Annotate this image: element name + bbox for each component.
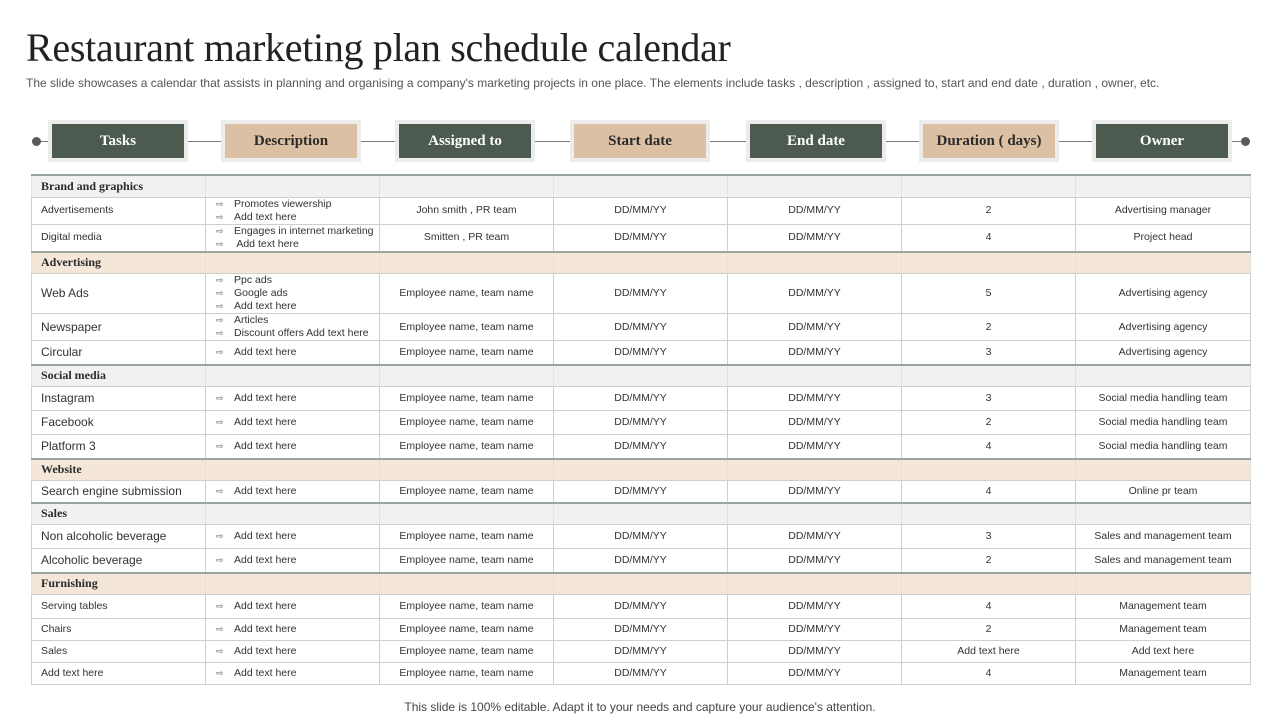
header-tasks: Tasks <box>52 124 184 158</box>
description-cell <box>206 314 380 341</box>
duration-cell: Add text here <box>902 641 1076 663</box>
end-date-cell: DD/MM/YY <box>728 619 902 641</box>
task-cell: Facebook <box>32 411 206 435</box>
end-date-cell: DD/MM/YY <box>728 341 902 365</box>
arrow-right-icon: ⇨ <box>216 485 224 496</box>
section-label: Sales <box>32 503 206 525</box>
task-cell: Chairs <box>32 619 206 641</box>
task-cell: Digital media <box>32 224 206 252</box>
section-row <box>32 365 1251 387</box>
description-cell <box>206 387 380 411</box>
section-row <box>32 175 1251 197</box>
assigned-cell: Employee name, team name <box>380 314 554 341</box>
assigned-cell: Smitten , PR team <box>380 224 554 252</box>
header-owner: Owner <box>1096 124 1228 158</box>
section-empty-cell <box>554 175 728 197</box>
description-bullet <box>216 225 375 238</box>
start-date-cell: DD/MM/YY <box>554 341 728 365</box>
task-cell: Newspaper <box>32 314 206 341</box>
description-text: Add text here <box>234 416 297 428</box>
section-empty-cell <box>206 459 380 481</box>
description-cell <box>206 411 380 435</box>
description-cell <box>206 525 380 549</box>
section-label: Brand and graphics <box>32 175 206 197</box>
end-date-cell: DD/MM/YY <box>728 641 902 663</box>
header-description: Description <box>225 124 357 158</box>
section-empty-cell <box>728 365 902 387</box>
description-text: Add text here <box>234 645 297 657</box>
table-row <box>32 619 1251 641</box>
owner-cell: Sales and management team <box>1076 549 1251 573</box>
arrow-right-icon: ⇨ <box>216 668 224 678</box>
section-empty-cell <box>902 503 1076 525</box>
assigned-cell: Employee name, team name <box>380 641 554 663</box>
table-row <box>32 641 1251 663</box>
table-row <box>32 387 1251 411</box>
section-empty-cell <box>380 459 554 481</box>
owner-cell: Social media handling team <box>1076 411 1251 435</box>
table-row <box>32 314 1251 341</box>
description-bullet <box>216 416 375 429</box>
arrow-right-icon: ⇨ <box>216 624 224 634</box>
description-bullet <box>216 530 375 543</box>
arrow-right-icon: ⇨ <box>216 440 224 451</box>
description-text: Add text here <box>234 667 297 679</box>
task-cell: Add text here <box>32 663 206 685</box>
section-row <box>32 252 1251 274</box>
assigned-cell: Employee name, team name <box>380 549 554 573</box>
end-date-cell: DD/MM/YY <box>728 595 902 619</box>
end-date-cell: DD/MM/YY <box>728 197 902 224</box>
arrow-right-icon: ⇨ <box>216 301 224 311</box>
task-cell: Platform 3 <box>32 435 206 459</box>
description-bullet <box>216 274 375 287</box>
assigned-cell: Employee name, team name <box>380 435 554 459</box>
end-date-cell: DD/MM/YY <box>728 525 902 549</box>
start-date-cell: DD/MM/YY <box>554 595 728 619</box>
start-date-cell: DD/MM/YY <box>554 435 728 459</box>
end-date-cell: DD/MM/YY <box>728 387 902 411</box>
section-empty-cell <box>728 175 902 197</box>
section-empty-cell <box>902 365 1076 387</box>
section-empty-cell <box>554 365 728 387</box>
section-label: Advertising <box>32 252 206 274</box>
description-bullet <box>216 554 375 567</box>
description-bullet <box>216 623 375 636</box>
task-cell: Instagram <box>32 387 206 411</box>
header-left-dot <box>32 137 41 146</box>
description-text: Add text here <box>234 345 297 358</box>
description-text: Google ads <box>234 287 288 299</box>
description-text: Add text here <box>234 553 297 566</box>
description-cell <box>206 435 380 459</box>
arrow-right-icon: ⇨ <box>216 238 224 249</box>
duration-cell: 3 <box>902 525 1076 549</box>
description-text: Add text here <box>234 530 297 542</box>
duration-cell: 2 <box>902 549 1076 573</box>
arrow-right-icon: ⇨ <box>216 198 224 209</box>
assigned-cell: John smith , PR team <box>380 197 554 224</box>
section-label: Furnishing <box>32 573 206 595</box>
table-row <box>32 274 1251 314</box>
section-empty-cell <box>554 252 728 274</box>
end-date-cell: DD/MM/YY <box>728 224 902 252</box>
section-empty-cell <box>380 503 554 525</box>
description-text: Ppc ads <box>234 274 272 286</box>
section-empty-cell <box>380 252 554 274</box>
table-row <box>32 549 1251 573</box>
task-cell: Non alcoholic beverage <box>32 525 206 549</box>
description-text: Engages in internet marketing <box>234 224 374 237</box>
duration-cell: 5 <box>902 274 1076 314</box>
description-cell <box>206 549 380 573</box>
table-row <box>32 224 1251 252</box>
owner-cell: Project head <box>1076 224 1251 252</box>
arrow-right-icon: ⇨ <box>216 328 224 338</box>
start-date-cell: DD/MM/YY <box>554 314 728 341</box>
start-date-cell: DD/MM/YY <box>554 641 728 663</box>
owner-cell: Social media handling team <box>1076 435 1251 459</box>
section-empty-cell <box>206 252 380 274</box>
arrow-right-icon: ⇨ <box>216 601 224 611</box>
owner-cell: Add text here <box>1076 641 1251 663</box>
column-header-band <box>30 120 1252 164</box>
arrow-right-icon: ⇨ <box>216 315 224 325</box>
section-empty-cell <box>902 573 1076 595</box>
section-empty-cell <box>380 573 554 595</box>
assigned-cell: Employee name, team name <box>380 341 554 365</box>
table-row <box>32 595 1251 619</box>
arrow-right-icon: ⇨ <box>216 554 224 565</box>
arrow-right-icon: ⇨ <box>216 288 224 298</box>
description-cell <box>206 274 380 314</box>
end-date-cell: DD/MM/YY <box>728 274 902 314</box>
description-bullet <box>216 440 375 453</box>
footer-note: This slide is 100% editable. Adapt it to your needs and capture your audience's attention. <box>404 700 876 714</box>
start-date-cell: DD/MM/YY <box>554 663 728 685</box>
description-text: Articles <box>234 314 269 326</box>
owner-cell: Advertising manager <box>1076 197 1251 224</box>
duration-cell: 3 <box>902 387 1076 411</box>
task-cell: Advertisements <box>32 197 206 224</box>
start-date-cell: DD/MM/YY <box>554 619 728 641</box>
description-text: Add text here <box>234 600 297 612</box>
description-cell <box>206 341 380 365</box>
section-empty-cell <box>1076 175 1251 197</box>
table-row <box>32 341 1251 365</box>
assigned-cell: Employee name, team name <box>380 663 554 685</box>
owner-cell: Management team <box>1076 595 1251 619</box>
duration-cell: 2 <box>902 411 1076 435</box>
description-text: Add text here <box>234 623 297 635</box>
section-empty-cell <box>1076 365 1251 387</box>
description-cell <box>206 595 380 619</box>
start-date-cell: DD/MM/YY <box>554 224 728 252</box>
task-cell: Circular <box>32 341 206 365</box>
end-date-cell: DD/MM/YY <box>728 411 902 435</box>
assigned-cell: Employee name, team name <box>380 274 554 314</box>
start-date-cell: DD/MM/YY <box>554 274 728 314</box>
arrow-right-icon: ⇨ <box>216 393 224 403</box>
assigned-cell: Employee name, team name <box>380 387 554 411</box>
description-cell <box>206 197 380 224</box>
section-empty-cell <box>554 573 728 595</box>
description-cell <box>206 481 380 503</box>
description-bullet <box>216 392 375 405</box>
section-empty-cell <box>902 175 1076 197</box>
section-empty-cell <box>206 503 380 525</box>
section-empty-cell <box>728 573 902 595</box>
description-bullet <box>216 327 375 340</box>
owner-cell: Online pr team <box>1076 481 1251 503</box>
assigned-cell: Employee name, team name <box>380 481 554 503</box>
section-empty-cell <box>1076 573 1251 595</box>
table-row <box>32 411 1251 435</box>
description-text: Add text here <box>234 484 297 497</box>
section-empty-cell <box>728 503 902 525</box>
section-empty-cell <box>728 252 902 274</box>
table-row <box>32 525 1251 549</box>
description-text: Discount offers Add text here <box>234 327 369 339</box>
start-date-cell: DD/MM/YY <box>554 481 728 503</box>
duration-cell: 2 <box>902 197 1076 224</box>
description-text: Add text here <box>234 237 299 250</box>
description-text: Add text here <box>234 439 297 452</box>
end-date-cell: DD/MM/YY <box>728 663 902 685</box>
description-text: Add text here <box>234 300 297 312</box>
duration-cell: 3 <box>902 341 1076 365</box>
start-date-cell: DD/MM/YY <box>554 549 728 573</box>
description-bullet <box>216 667 375 680</box>
section-row <box>32 503 1251 525</box>
duration-cell: 2 <box>902 619 1076 641</box>
description-bullet <box>216 346 375 359</box>
section-empty-cell <box>206 175 380 197</box>
description-bullet <box>216 300 375 313</box>
task-cell: Serving tables <box>32 595 206 619</box>
owner-cell: Social media handling team <box>1076 387 1251 411</box>
duration-cell: 2 <box>902 314 1076 341</box>
description-bullet <box>216 645 375 658</box>
end-date-cell: DD/MM/YY <box>728 481 902 503</box>
start-date-cell: DD/MM/YY <box>554 197 728 224</box>
section-label: Social media <box>32 365 206 387</box>
task-cell: Alcoholic beverage <box>32 549 206 573</box>
duration-cell: 4 <box>902 224 1076 252</box>
description-bullet <box>216 238 375 251</box>
section-empty-cell <box>380 175 554 197</box>
arrow-right-icon: ⇨ <box>216 346 224 357</box>
header-start-date: Start date <box>574 124 706 158</box>
owner-cell: Management team <box>1076 619 1251 641</box>
owner-cell: Sales and management team <box>1076 525 1251 549</box>
section-empty-cell <box>554 503 728 525</box>
section-row <box>32 459 1251 481</box>
header-right-dot <box>1241 137 1250 146</box>
owner-cell: Advertising agency <box>1076 274 1251 314</box>
header-duration: Duration ( days) <box>923 124 1055 158</box>
description-cell <box>206 641 380 663</box>
section-empty-cell <box>902 252 1076 274</box>
owner-cell: Advertising agency <box>1076 341 1251 365</box>
arrow-right-icon: ⇨ <box>216 211 224 222</box>
table-row <box>32 481 1251 503</box>
section-empty-cell <box>1076 503 1251 525</box>
section-empty-cell <box>728 459 902 481</box>
page-title: Restaurant marketing plan schedule calendar <box>26 25 731 70</box>
section-empty-cell <box>554 459 728 481</box>
section-row <box>32 573 1251 595</box>
header-assigned-to: Assigned to <box>399 124 531 158</box>
description-bullet <box>216 211 375 224</box>
description-bullet <box>216 198 375 211</box>
table-row <box>32 435 1251 459</box>
page-subtitle: The slide showcases a calendar that assists in planning and organising a company's marketing projects in one place. The elements include tasks , description , assigned to, start and end date , duration , owner, etc. <box>26 76 1160 90</box>
end-date-cell: DD/MM/YY <box>728 314 902 341</box>
duration-cell: 4 <box>902 435 1076 459</box>
assigned-cell: Employee name, team name <box>380 411 554 435</box>
arrow-right-icon: ⇨ <box>216 225 224 236</box>
start-date-cell: DD/MM/YY <box>554 411 728 435</box>
description-bullet <box>216 600 375 613</box>
duration-cell: 4 <box>902 595 1076 619</box>
description-bullet <box>216 287 375 300</box>
section-label: Website <box>32 459 206 481</box>
task-cell: Web Ads <box>32 274 206 314</box>
description-cell <box>206 619 380 641</box>
start-date-cell: DD/MM/YY <box>554 525 728 549</box>
arrow-right-icon: ⇨ <box>216 646 224 656</box>
section-empty-cell <box>206 365 380 387</box>
description-text: Add text here <box>234 210 297 223</box>
description-cell <box>206 224 380 252</box>
duration-cell: 4 <box>902 663 1076 685</box>
start-date-cell: DD/MM/YY <box>554 387 728 411</box>
section-empty-cell <box>902 459 1076 481</box>
table-row <box>32 197 1251 224</box>
owner-cell: Advertising agency <box>1076 314 1251 341</box>
section-empty-cell <box>1076 459 1251 481</box>
duration-cell: 4 <box>902 481 1076 503</box>
task-cell: Search engine submission <box>32 481 206 503</box>
arrow-right-icon: ⇨ <box>216 275 224 285</box>
owner-cell: Management team <box>1076 663 1251 685</box>
description-bullet <box>216 485 375 498</box>
section-empty-cell <box>1076 252 1251 274</box>
description-bullet <box>216 314 375 327</box>
arrow-right-icon: ⇨ <box>216 531 224 541</box>
header-end-date: End date <box>750 124 882 158</box>
table-row <box>32 663 1251 685</box>
assigned-cell: Employee name, team name <box>380 595 554 619</box>
schedule-table <box>31 174 1251 685</box>
section-empty-cell <box>380 365 554 387</box>
assigned-cell: Employee name, team name <box>380 525 554 549</box>
assigned-cell: Employee name, team name <box>380 619 554 641</box>
end-date-cell: DD/MM/YY <box>728 549 902 573</box>
task-cell: Sales <box>32 641 206 663</box>
description-cell <box>206 663 380 685</box>
section-empty-cell <box>206 573 380 595</box>
end-date-cell: DD/MM/YY <box>728 435 902 459</box>
schedule-table-body <box>32 175 1251 685</box>
description-text: Add text here <box>234 392 297 404</box>
description-text: Promotes viewership <box>234 197 332 210</box>
arrow-right-icon: ⇨ <box>216 417 224 427</box>
